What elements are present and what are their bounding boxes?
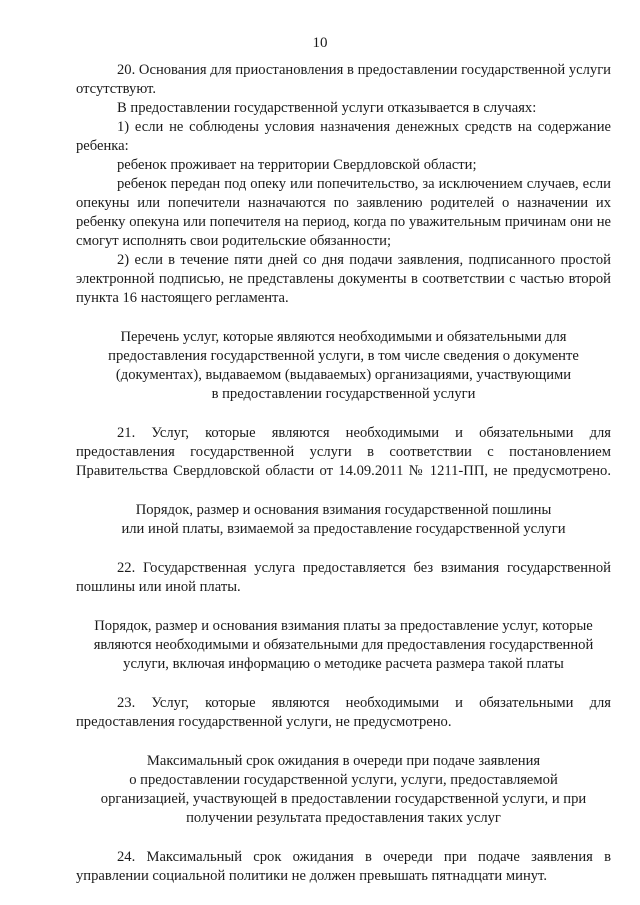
section-heading-services-list (76, 328, 611, 404)
paragraph-refusal-intro: В предоставлении государственной услуги отказывается в случаях: (117, 100, 537, 116)
paragraph-22: 22. Государственная услуга предоставляется без взимания государственной пошлины или иной платы. (76, 560, 611, 595)
paragraph-refusal-2: 2) если в течение пяти дней со дня подачи заявления, подписанного простой электронной подписью, не представлены документы в соответствии с частью второй пункта 16 настоящего регламента. (76, 252, 611, 306)
heading-line: предоставления государственной услуги, в том числе сведения о документе (108, 348, 579, 364)
document-body (76, 61, 611, 886)
section-heading-state-duty (76, 501, 611, 539)
paragraph-refusal-1a: ребенок проживает на территории Свердловской области; (117, 157, 477, 173)
heading-line: являются необходимыми и обязательными для предоставления государственной (93, 637, 594, 653)
paragraph-20: 20. Основания для приостановления в предоставлении государственной услуги отсутствуют. (76, 62, 611, 97)
heading-line: Порядок, размер и основания взимания государственной пошлины (135, 502, 552, 518)
heading-line: в предоставлении государственной услуги (211, 386, 476, 402)
paragraph-refusal-1b: ребенок передан под опеку или попечительство, за исключением случаев, если опекуны или попечители назначаются по заявлению родителей о назначении их ребенку опекуна или попечителя на период, когда по уважительным причинам они не смогут исполнять свои родительские обязанности; (76, 176, 611, 249)
paragraph-23: 23. Услуг, которые являются необходимыми и обязательными для предоставления государственной услуги, не предусмотрено. (76, 695, 611, 730)
heading-line: Перечень услуг, которые являются необходимыми и обязательными для (120, 329, 567, 345)
section-heading-waiting-time (76, 752, 611, 828)
paragraph-refusal-1: 1) если не соблюдены условия назначения денежных средств на содержание ребенка: (76, 119, 611, 154)
paragraph-21: 21. Услуг, которые являются необходимыми и обязательными для предоставления государственной услуги в соответствии с постановлением Правительства Свердловской области от 14.09.2011 № 1211-ПП, не предусмотрено. (76, 425, 611, 479)
section-heading-fee-procedure (76, 617, 611, 674)
heading-line: услуги, включая информацию о методике расчета размера такой платы (123, 656, 564, 672)
heading-line: организацией, участвующей в предоставлении государственной услуги, и при (100, 791, 587, 807)
heading-line: Порядок, размер и основания взимания платы за предоставление услуг, которые (94, 618, 593, 634)
heading-line: Максимальный срок ожидания в очереди при подаче заявления (146, 753, 541, 769)
heading-line: получении результата предоставления таких услуг (186, 810, 501, 826)
heading-line: или иной платы, взимаемой за предоставление государственной услуги (121, 521, 566, 537)
heading-line: о предоставлении государственной услуги, услуги, предоставляемой (129, 772, 558, 788)
paragraph-24: 24. Максимальный срок ожидания в очереди при подаче заявления в управлении социальной политики не должен превышать пятнадцати минут. (76, 849, 611, 884)
heading-line: (документах), выдаваемом (выдаваемых) организациями, участвующими (115, 367, 572, 383)
page-number: 10 (312, 35, 328, 51)
